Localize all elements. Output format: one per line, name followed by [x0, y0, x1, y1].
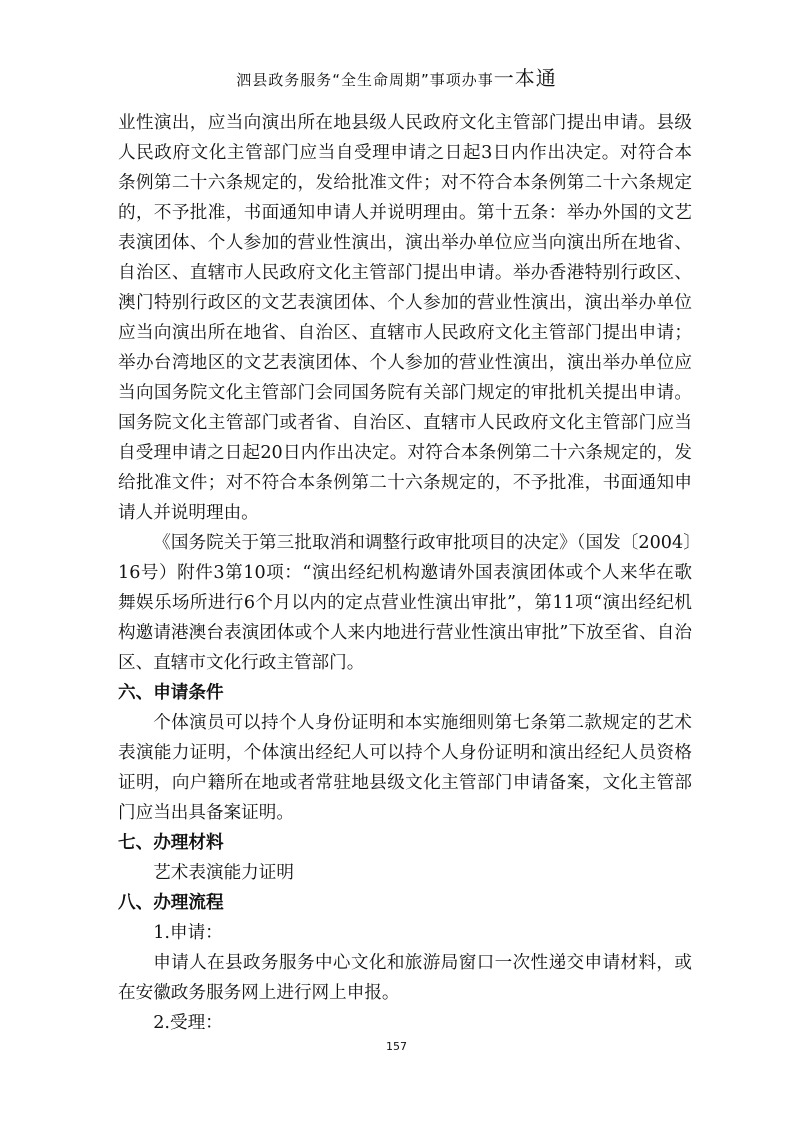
paragraph-materials: 艺术表演能力证明 [153, 863, 294, 883]
header-title: 泗县政务服务“全生命周期”事项办事 [236, 71, 494, 89]
section-heading-conditions: 六、申请条件 [118, 683, 224, 703]
paragraph-conditions: 个体演员可以持个人身份证明和本实施细则第七条第二款规定的艺术表演能力证明，个体演出经纪人可以持个人身份证明和演出经纪人员资格证明，向户籍所在地或者常驻地县级文化主管部门申请备案，文化主管部门应当出具备案证明。 [118, 713, 692, 823]
process-step-apply-text: 申请人在县政务服务中心文化和旅游局窗口一次性递交申请材料，或在安徽政务服务网上进行网上申报。 [118, 953, 692, 1003]
section-heading-materials: 七、办理材料 [118, 833, 224, 853]
header-title-emphasis: 一本通 [493, 66, 557, 90]
paragraph-state-council-decision: 《国务院关于第三批取消和调整行政审批项目的决定》（国发〔2004〕16号）附件3第10项：“演出经纪机构邀请外国表演团体或个人来华在歌舞娱乐场所进行6个月以内的定点营业性演出审批”，第11项“演出经纪机构邀请港澳台表演团体或个人来内地进行营业性演出审批”下放至省、自治区、直辖市文化行政主管部门。 [118, 533, 692, 673]
section-heading-process: 八、办理流程 [118, 893, 224, 913]
process-step-accept-label: 2.受理： [153, 1013, 223, 1033]
paragraph-regulation-continuation: 业性演出，应当向演出所在地县级人民政府文化主管部门提出申请。县级人民政府文化主管部门应当自受理申请之日起3日内作出决定。对符合本条例第二十六条规定的，发给批准文件；对不符合本条例第二十六条规定的，不予批准，书面通知申请人并说明理由。第十五条：举办外国的文艺表演团体、个人参加的营业性演出，演出举办单位应当向演出所在地省、自治区、直辖市人民政府文化主管部门提出申请。举办香港特别行政区、澳门特别行政区的文艺表演团体、个人参加的营业性演出，演出举办单位应当向演出所在地省、自治区、直辖市人民政府文化主管部门提出申请；举办台湾地区的文艺表演团体、个人参加的营业性演出，演出举办单位应当向国务院文化主管部门会同国务院有关部门规定的审批机关提出申请。国务院文化主管部门或者省、自治区、直辖市人民政府文化主管部门应当自受理申请之日起20日内作出决定。对符合本条例第二十六条规定的，发给批准文件；对不符合本条例第二十六条规定的，不予批准，书面通知申请人并说明理由。 [118, 113, 692, 523]
process-step-apply-label: 1.申请： [153, 923, 223, 943]
page-header [0, 62, 793, 91]
page-number: 157 [386, 1040, 407, 1053]
document-body [118, 108, 692, 1038]
